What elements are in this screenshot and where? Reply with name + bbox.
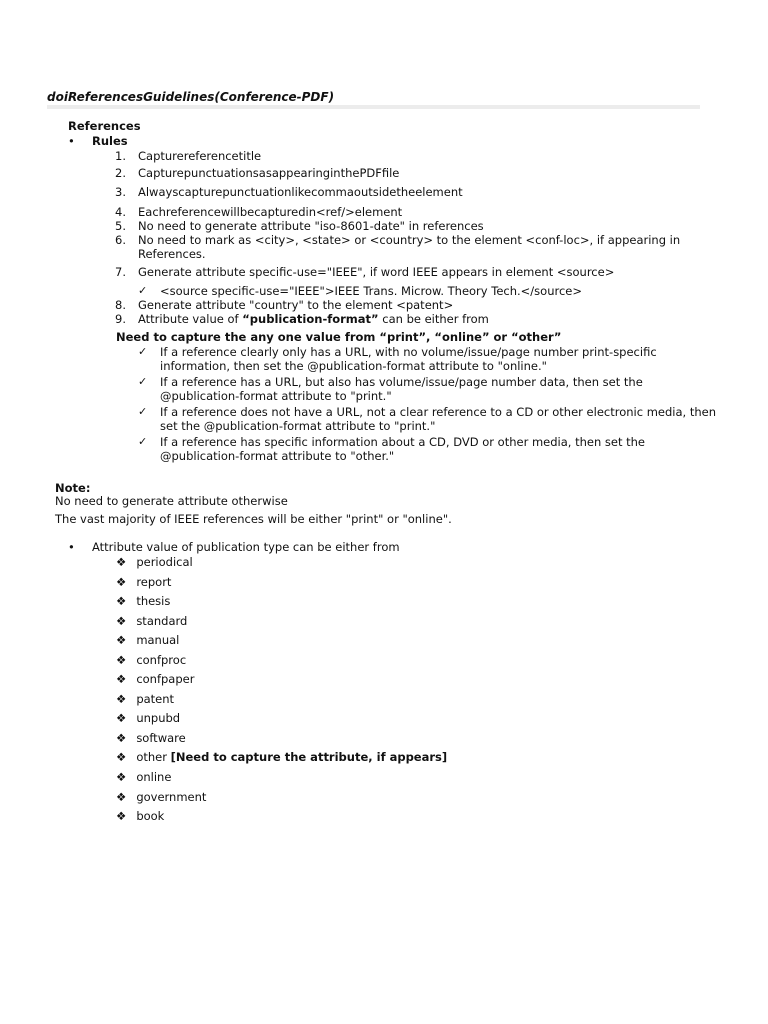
rules-bullet-marker: • — [68, 134, 75, 148]
checkmark-icon: ✓ — [138, 284, 148, 297]
list-item: 8. Generate attribute "country" to the element <patent> — [115, 298, 454, 312]
rule7-example: <source specific-use="IEEE">IEEE Trans. Microw. Theory Tech.</source> — [160, 284, 582, 298]
diamond-bullet-icon: ❖ — [116, 633, 127, 647]
list-item: ❖ standard — [116, 614, 188, 628]
check-item-line1: If a reference has a URL, but also has volume/issue/page number data, then set the — [160, 375, 643, 389]
check-item-line1: If a reference has specific information about a CD, DVD or other media, then set the — [160, 435, 646, 449]
diamond-bullet-icon: ❖ — [116, 575, 127, 589]
section-heading: References — [68, 119, 141, 133]
diamond-bullet-icon: ❖ — [116, 770, 127, 784]
diamond-bullet-icon: ❖ — [116, 555, 127, 569]
pubtype-bullet: Attribute value of publication type can be either from — [92, 540, 400, 554]
list-item: ❖ software — [116, 731, 186, 745]
list-item: 4. Eachreferencewillbecapturedin<ref/>element — [115, 205, 403, 219]
rules-bullet: Rules — [92, 134, 128, 148]
list-item: ❖ government — [116, 790, 207, 804]
list-item: ❖ manual — [116, 633, 180, 647]
list-item: 1. Capturereferencetitle — [115, 149, 262, 163]
diamond-bullet-icon: ❖ — [116, 614, 127, 628]
list-item: ❖ confpaper — [116, 672, 195, 686]
diamond-bullet-icon: ❖ — [116, 692, 127, 706]
list-item: 9. Attribute value of “publication-format” can be either from — [115, 312, 489, 326]
list-item: 7. Generate attribute specific-use="IEEE", if word IEEE appears in element <source> — [115, 265, 615, 279]
diamond-bullet-icon: ❖ — [116, 594, 127, 608]
list-item: 2. CapturepunctuationsasappearinginthePDFfile — [115, 166, 400, 180]
list-item: ❖ online — [116, 770, 172, 784]
checkmark-icon: ✓ — [138, 405, 148, 418]
check-item-line1: If a reference does not have a URL, not a clear reference to a CD or other electronic media, then — [160, 405, 716, 419]
diamond-bullet-icon: ❖ — [116, 672, 127, 686]
capture-heading: Need to capture the any one value from “print”, “online” or “other” — [116, 330, 562, 344]
list-item: ❖ periodical — [116, 555, 193, 569]
note-label: Note: — [55, 481, 91, 495]
note-text: No need to generate attribute otherwise — [55, 494, 288, 508]
list-item: ❖ confproc — [116, 653, 187, 667]
check-item-line2: @publication-format attribute to "other." — [160, 449, 395, 463]
check-item-line2: set the @publication-format attribute to "print." — [160, 419, 436, 433]
diamond-bullet-icon: ❖ — [116, 790, 127, 804]
list-item: ❖ thesis — [116, 594, 171, 608]
diamond-bullet-icon: ❖ — [116, 750, 127, 764]
list-item: 5. No need to generate attribute "iso-8601-date" in references — [115, 219, 484, 233]
list-item: ❖ book — [116, 809, 165, 823]
pubtype-bullet-marker: • — [68, 540, 75, 554]
diamond-bullet-icon: ❖ — [116, 731, 127, 745]
check-item-line2: information, then set the @publication-format attribute to "online." — [160, 359, 547, 373]
title-underline — [47, 105, 700, 109]
diamond-bullet-icon: ❖ — [116, 653, 127, 667]
check-item-line2: @publication-format attribute to "print." — [160, 389, 392, 403]
list-item: ❖ report — [116, 575, 172, 589]
list-item: ❖ other [Need to capture the attribute, if appears] — [116, 750, 448, 764]
checkmark-icon: ✓ — [138, 345, 148, 358]
diamond-bullet-icon: ❖ — [116, 711, 127, 725]
list-item: ❖ unpubd — [116, 711, 181, 725]
list-item-continuation: References. — [138, 247, 206, 261]
diamond-bullet-icon: ❖ — [116, 809, 127, 823]
list-item: 3. Alwayscapturepunctuationlikecommaoutsidetheelement — [115, 185, 463, 199]
check-item-line1: If a reference clearly only has a URL, with no volume/issue/page number print-specific — [160, 345, 657, 359]
list-item: 6. No need to mark as <city>, <state> or <country> to the element <conf-loc>, if appearing in — [115, 233, 681, 247]
list-item: ❖ patent — [116, 692, 175, 706]
checkmark-icon: ✓ — [138, 435, 148, 448]
document-title: doiReferencesGuidelines(Conference-PDF) — [47, 90, 335, 104]
note-text: The vast majority of IEEE references will be either "print" or "online". — [55, 512, 452, 526]
checkmark-icon: ✓ — [138, 375, 148, 388]
